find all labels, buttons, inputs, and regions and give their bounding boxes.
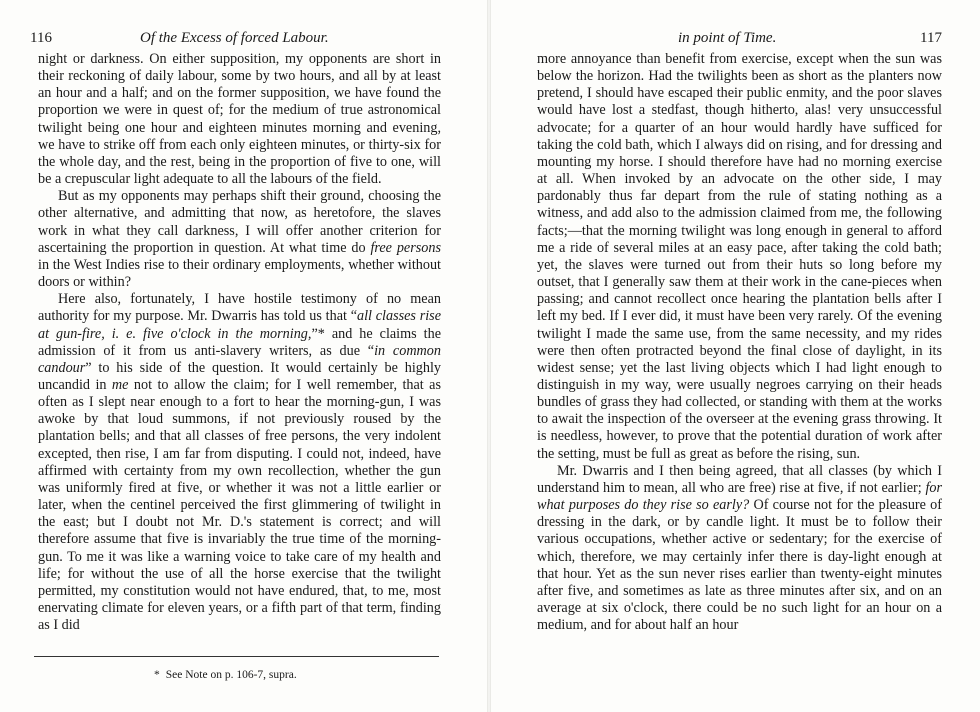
text-run: night or darkness. On either supposition, my opponents are short in their reckoning of daily labour, some by two hours, and all by at least an hour and a half; and on the former supposition, we have found the proportion we were in quest of; for the medium of true astronomical twilight being one hour and eighteen minutes morning and evening, we have to strike off from each only eighteen minutes, or thirty-six for the whole day, and the rest, being in the proportion of five to one, will be a crepuscular light adequate to all the labours of the field. — [38, 51, 441, 188]
text-run: Mr. Dwarris and I then being agreed, that all classes (by which I understand him to mean, all who are free) rise at five, if not earlier; — [537, 462, 942, 496]
text-run: ”* and he claims the admission of it from us anti-slavery writers, as due “ — [38, 325, 441, 359]
paragraph — [38, 188, 441, 291]
text-run: ” to his side of the question. It would certainly be highly uncandid in — [38, 359, 441, 393]
text-run: more annoyance than benefit from exercise, except when the sun was below the horizon. Had the twilights been as short as the planters now pretend, I should have escaped their public enmity, and the poor slaves would have lost a stedfast, though hitherto, alas! very unsuccessful advocate; for a quarter of an hour would hardly have sufficed for taking the cold bath, which I always did on rising, and for dressing and mounting my horse. I should therefore have had no morning exercise at all. When invoked by an advocate on the other side, I may pardonably thus far depart from the rule of stating nothing as a witness, and add also to the admission claimed from me, the following facts;—that the morning twilight was long enough in general to afford me a ride of several miles at an easy pace, after taking the cold bath; yet, the slaves were turned out from their huts so long before my outset, that I generally saw them at their work in the cane-pieces when passing; and cannot recollect once hearing the plantation bells after I left my bed. If I ever did, it must have been very rarely. Of the evening twilight I made the same use, from the same necessity, and my rides were then often protracted beyond the final close of daylight, in its widest sense; yet the last living objects which I had light enough to distinguish in my way, were usually negroes carrying on their heads bundles of grass they had collected, or standing with them at the works to await the inspection of the overseer at the evening grass throwing. It is needless, however, to prove that the potential duration of work after the setting, must be full as great as before the rising, sun. — [537, 51, 942, 462]
paragraph — [38, 291, 441, 634]
right-page — [490, 0, 980, 712]
left-page-body — [38, 51, 441, 634]
italic-text: for what purposes do they rise so early? — [537, 479, 942, 514]
text-run: Here also, fortunately, I have hostile testimony of no mean authority for my purpose. Mr. Dwarris has told us that “ — [38, 291, 441, 325]
footnote-rule — [34, 656, 439, 657]
italic-text: all classes rise at gun-fire, i. e. five o'clock in the morning, — [38, 308, 442, 342]
italic-text: free persons — [370, 239, 441, 256]
right-page-number: 117 — [920, 30, 942, 46]
footnote — [154, 669, 297, 681]
right-page-header — [532, 30, 942, 50]
italic-text: in common candour — [38, 342, 441, 376]
text-run: not to allow the claim; for I well remember, that as often as I slept near enough to a fort to hear the morning-gun, I was awoke by that loud summons, if not previously roused by the plantation bells; and that all classes of free persons, the very indolent excepted, then rise, I am far from disputing. I could not, indeed, have affirmed with certainty from my own recollection, whether the gun was uniformly fired at five, or whether it was not a little earlier or later, when the centinel perceived the first glimmering of twilight in the east; but I doubt not Mr. D.'s statement is correct; and will therefore assume that five is invariably the true time of the morning-gun. To me it was like a warning voice to take care of my health and life; for without the use of all the horse exercise that the twilight permitted, my constitution would not have endured, that, to me, most enervating climate for eleven years, or a fifth part of that term, finding as I did — [38, 376, 441, 634]
text-run: Of course not for the pleasure of dressing in the dark, or by candle light. It must be to follow their various occupations, whether active or sedentary; for the exercise of which, therefore, we may certainly infer there is day-light enough at that hour. Yet as the sun never rises earlier than twenty-eight minutes after five, and sometimes as late as three minutes after six, and on an average at six o'clock, there could be no such light for an hour on a medium, and for about half an hour — [537, 497, 942, 634]
text-run: in the West Indies rise to their ordinary employments, whether without doors or within? — [38, 256, 441, 291]
footnote-mark: * — [154, 669, 160, 681]
paragraph — [38, 51, 441, 188]
left-page-header — [30, 30, 442, 50]
left-page — [0, 0, 488, 712]
left-page-number: 116 — [30, 30, 52, 46]
footnote-text: See Note on p. 106-7, supra. — [165, 669, 297, 681]
paragraph — [537, 463, 942, 635]
text-run: But as my opponents may perhaps shift their ground, choosing the other alternative, and admitting that now, as heretofore, the slaves work in what they call darkness, I will offer another criterion for ascertaining the proportion in question. At what time do — [38, 188, 441, 256]
left-running-head: Of the Excess of forced Labour. — [140, 30, 329, 46]
italic-text: me — [111, 376, 129, 393]
paragraph — [537, 51, 942, 463]
right-page-body — [537, 51, 942, 634]
right-running-head: in point of Time. — [678, 30, 777, 46]
